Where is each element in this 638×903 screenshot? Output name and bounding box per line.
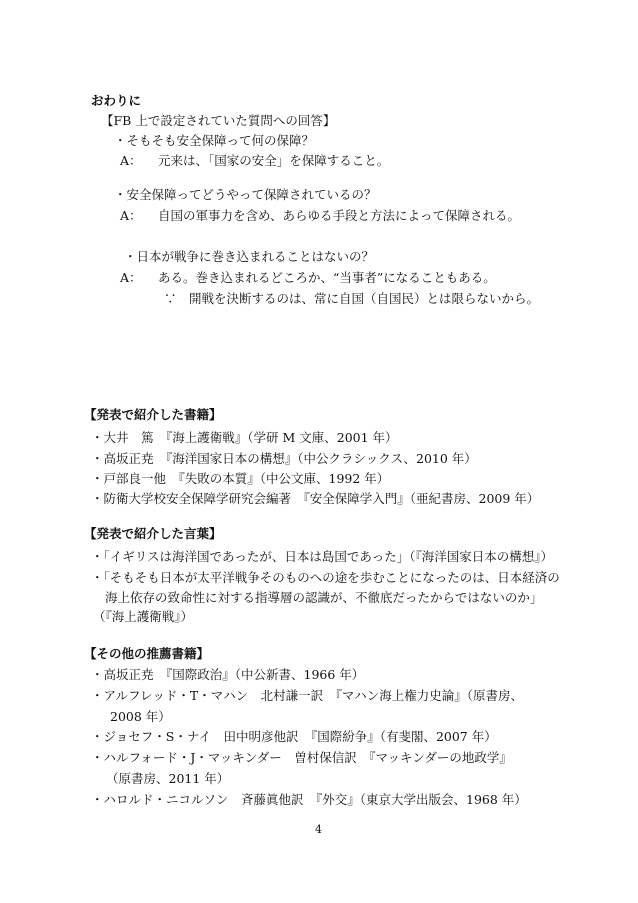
recommended-item: ・アルフレッド・T・マハン 北村謙一訳 『マハン海上権力史論』（原書房、 (91, 688, 523, 703)
book-item: ・高坂正尭 『海洋国家日本の構想』（中公クラシックス、2010 年） (91, 451, 477, 466)
quote-item: ・「イギリスは海洋国であったが、日本は島国であった」（『海洋国家日本の構想』） (91, 549, 554, 564)
recommended-item: ・ハロルド・ニコルソン 斉藤眞他訳 『外交』（東京大学出版会、1968 年） (91, 792, 527, 807)
books-header: 【発表で紹介した書籍】 (84, 407, 222, 422)
answer: 自国の軍事力を含め、あらゆる手段と方法によって保障される。 (158, 208, 521, 223)
recommended-item: ・高坂正尭 『国際政治』（中公新書、1966 年） (91, 667, 365, 682)
recommended-item: ・ハルフォード・J・マッキンダー 曽村保信訳 『マッキンダーの地政学』 (91, 750, 512, 765)
section-title: おわりに (91, 93, 142, 108)
quote-item-continued: 海上依存の致命性に対する指導層の認識が、不徹底だったからではないのか」 (105, 590, 543, 605)
book-item: ・防衛大学校安全保障学研究会編著 『安全保障学入門』（亜紀書房、2009 年） (91, 491, 540, 506)
recommended-header: 【その他の推薦書籍】 (84, 646, 210, 661)
answer: 元来は、「国家の安全」を保障すること。 (158, 153, 390, 168)
answer: ある。巻き込まれるどころか、“当事者”になることもある。 (158, 270, 496, 285)
answer-label: A： (120, 153, 142, 168)
question: ・日本が戦争に巻き込まれることはないの？ (124, 249, 375, 264)
qa-header: 【FB 上で設定されていた質問への回答】 (101, 113, 336, 128)
recommended-item: ・ジョセフ・S・ナイ 田中明彦他訳 『国際紛争』（有斐閣、2007 年） (91, 729, 497, 744)
question: ・そもそも安全保障って何の保障？ (114, 133, 315, 148)
quote-source: （『海上護衛戦』） (93, 609, 194, 624)
book-item: ・戸部良一他 『失敗の本質』（中公文庫、1992 年） (91, 471, 390, 486)
answer-label: A： (120, 208, 142, 223)
page-number: 4 (315, 823, 322, 836)
question: ・安全保障ってどうやって保障されているの？ (114, 187, 377, 202)
quote-item: ・「そもそも日本が太平洋戦争そのものへの途を歩むことになったのは、日本経済の (91, 570, 560, 585)
book-item: ・大井 篤 『海上護衛戦』（学研 M 文庫、2001 年） (91, 430, 398, 445)
recommended-item-continued: （原書房、2011 年） (106, 771, 230, 786)
recommended-item-continued: 2008 年） (110, 709, 171, 724)
quotes-header: 【発表で紹介した言葉】 (84, 526, 222, 541)
answer-note: ∵ 開戦を決断するのは、常に自国（自国民）とは限らないから。 (164, 291, 540, 306)
answer-label: A： (120, 270, 142, 285)
